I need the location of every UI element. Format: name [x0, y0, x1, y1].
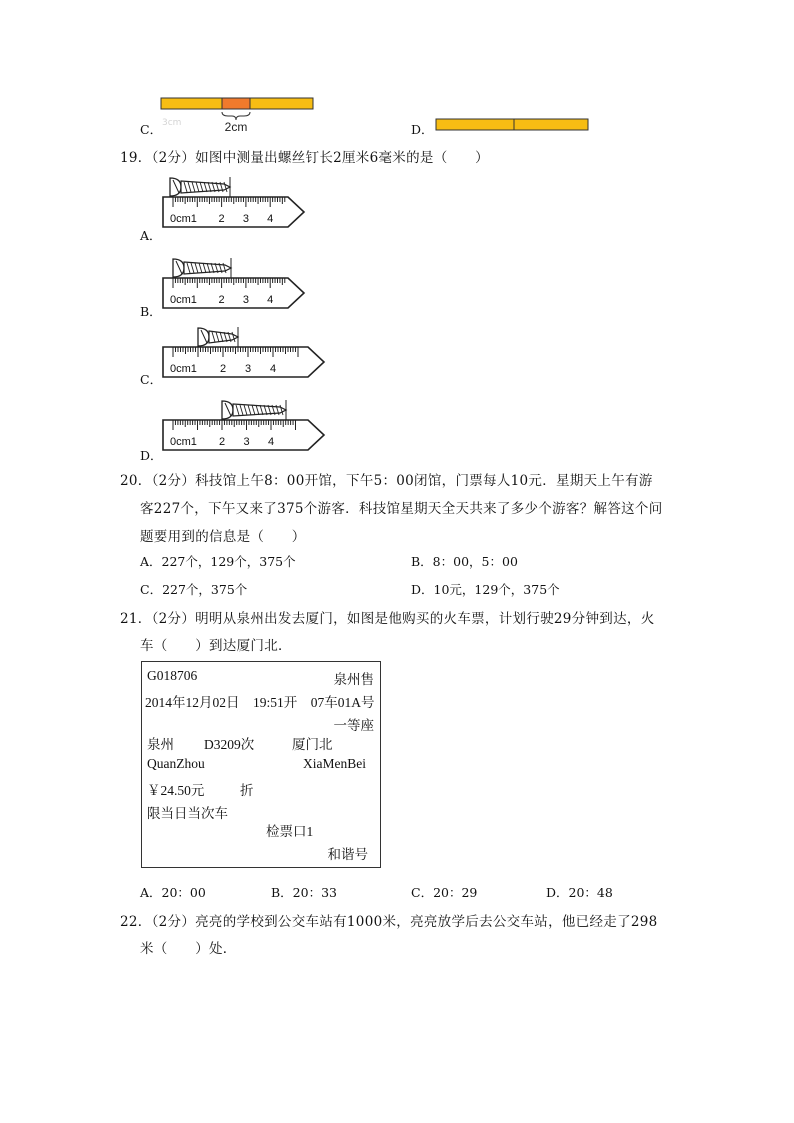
q21-option-d: D．20：48	[546, 885, 613, 900]
bar-segment	[436, 119, 588, 130]
ruler-label: 4	[267, 294, 274, 306]
ruler-figure-a	[160, 165, 310, 235]
option-d-bar-figure	[434, 117, 592, 133]
train-ticket	[141, 661, 381, 868]
ruler-label: 3	[242, 294, 249, 306]
option-d-label: D．	[411, 122, 434, 137]
ruler-figure-c	[160, 315, 330, 385]
ruler-label: 2	[218, 436, 226, 448]
q22-question-line2: 米（ ）处．	[140, 941, 237, 957]
ticket-gate: 检票口1	[266, 824, 314, 839]
ticket-from-pinyin: QuanZhou	[147, 756, 205, 771]
ruler-label: 4	[267, 213, 274, 225]
ticket-seller: 泉州售	[333, 672, 374, 687]
ruler-label: 0cm1	[170, 294, 197, 306]
option-c-bar-figure	[158, 95, 318, 135]
ticket-train: D3209次	[204, 737, 255, 752]
q21-option-b: B．20：33	[271, 885, 337, 900]
ruler-figure-b	[160, 246, 310, 316]
ticket-datetime: 2014年12月02日 19:51开 07车01A号	[145, 695, 375, 710]
ticket-discount: 折	[240, 783, 254, 798]
ticket-seat-class: 一等座	[333, 718, 374, 733]
option-c-label: C．	[140, 122, 163, 137]
screw-head	[170, 178, 181, 196]
q19-option-d-label: D．	[140, 448, 163, 463]
ticket-from: 泉州	[147, 737, 174, 752]
screw-head	[173, 259, 184, 277]
q20-question-line2: 客227个，下午又来了375个游客．科技馆星期天全天共来了多少个游客？解答这个问	[140, 501, 663, 517]
faint-label: 3cm	[162, 118, 182, 128]
ticket-price: ￥24.50元	[147, 783, 205, 798]
ruler-label: 0cm1	[170, 213, 197, 225]
brace	[222, 112, 250, 120]
ruler-label: 2	[218, 213, 225, 225]
q19-option-a-label: A．	[140, 228, 162, 243]
ruler-label: 4	[267, 436, 275, 448]
q19-option-b-label: B．	[140, 304, 162, 319]
ruler-label: 0cm1	[170, 363, 197, 375]
screw-head	[222, 401, 233, 419]
q19-question: 19．（2分）如图中测量出螺丝钉长2厘米6毫米的是（ ）	[120, 150, 489, 166]
ruler-label: 3	[244, 363, 252, 375]
ticket-validity: 限当日当次车	[147, 806, 228, 821]
q21-question-line1: 21．（2分）明明从泉州出发去厦门，如图是他购买的火车票，计划行驶29分钟到达，火	[120, 611, 655, 627]
highlight-segment	[222, 98, 250, 109]
ruler-label: 0cm1	[170, 436, 197, 448]
q20-question-line3: 题要用到的信息是（ ）	[140, 529, 306, 545]
q20-option-d: D．10元，129个，375个	[411, 582, 560, 597]
q21-option-c: C．20：29	[411, 885, 478, 900]
ruler-label: 2	[219, 363, 227, 375]
q21-option-a: A．20：00	[140, 885, 206, 900]
segment-label: 2cm	[224, 120, 248, 134]
ticket-to: 厦门北	[292, 737, 333, 752]
q21-question-line2: 车（ ）到达厦门北．	[140, 638, 292, 654]
q20-option-b: B．8：00，5：00	[411, 554, 518, 569]
q20-option-c: C．227个，375个	[140, 582, 248, 597]
q20-question-line1: 20．（2分）科技馆上午8：00开馆，下午5：00闭馆，门票每人10元．星期天上午有游	[120, 473, 653, 489]
ruler-label: 2	[218, 294, 225, 306]
screw-shank	[233, 404, 286, 416]
ruler-label: 3	[243, 436, 250, 448]
q20-option-a: A．227个，129个，375个	[140, 554, 296, 569]
ticket-to-pinyin: XiaMenBei	[303, 756, 366, 771]
ruler-label: 4	[269, 363, 277, 375]
q22-question-line1: 22．（2分）亮亮的学校到公交车站有1000米，亮亮放学后去公交车站，他已经走了298	[120, 914, 658, 930]
ruler-figure-d	[160, 388, 330, 458]
ticket-serial: G018706	[147, 668, 198, 683]
ruler-label: 3	[242, 213, 249, 225]
ticket-brand: 和谐号	[327, 847, 368, 862]
q19-option-c-label: C．	[140, 372, 163, 387]
screw-head	[198, 328, 209, 346]
